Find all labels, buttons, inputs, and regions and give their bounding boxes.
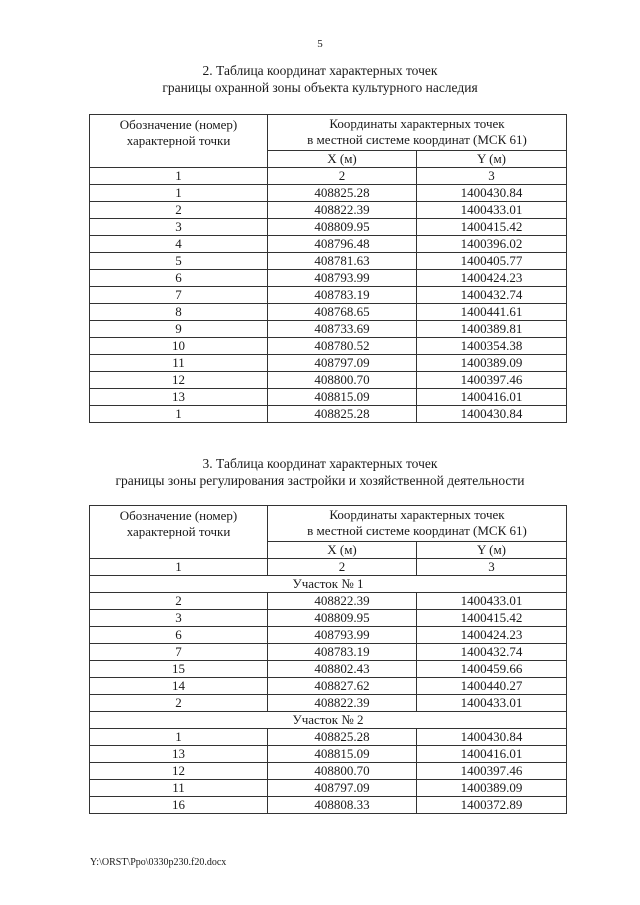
header-x: X (м) [268,151,417,168]
column-number: 3 [417,559,567,576]
y-coordinate-cell: 1400397.46 [417,372,567,389]
table-row [90,253,567,270]
table-row [90,304,567,321]
x-coordinate-cell: 408793.99 [268,270,417,287]
header-y: Y (м) [417,542,567,559]
table-row [90,661,567,678]
column-number: 2 [268,559,417,576]
point-number-cell: 1 [90,729,268,746]
point-number-cell: 13 [90,389,268,406]
point-number-cell: 1 [90,406,268,423]
y-coordinate-cell: 1400415.42 [417,610,567,627]
x-coordinate-cell: 408796.48 [268,236,417,253]
y-coordinate-cell: 1400389.81 [417,321,567,338]
column-number: 1 [90,168,268,185]
point-number-cell: 12 [90,372,268,389]
y-coordinate-cell: 1400430.84 [417,185,567,202]
point-number-cell: 2 [90,202,268,219]
section-header-row [90,712,567,729]
point-number-cell: 10 [90,338,268,355]
table-row [90,627,567,644]
table-row [90,780,567,797]
point-number-cell: 11 [90,780,268,797]
point-number-cell: 3 [90,610,268,627]
column-number-row [90,559,567,576]
table-row [90,236,567,253]
point-number-cell: 6 [90,627,268,644]
y-coordinate-cell: 1400424.23 [417,627,567,644]
y-coordinate-cell: 1400389.09 [417,780,567,797]
table2-title-line1: 3. Таблица координат характерных точек [202,456,438,471]
table-row [90,729,567,746]
table-row [90,355,567,372]
table-row [90,593,567,610]
x-coordinate-cell: 408815.09 [268,389,417,406]
y-coordinate-cell: 1400433.01 [417,202,567,219]
x-coordinate-cell: 408827.62 [268,678,417,695]
header-coordinates: Координаты характерных точек в местной системе координат (МСК 61) [268,506,567,542]
y-coordinate-cell: 1400389.09 [417,355,567,372]
x-coordinate-cell: 408783.19 [268,644,417,661]
y-coordinate-cell: 1400432.74 [417,287,567,304]
point-number-cell: 6 [90,270,268,287]
y-coordinate-cell: 1400416.01 [417,746,567,763]
table-row [90,389,567,406]
x-coordinate-cell: 408822.39 [268,202,417,219]
point-number-cell: 13 [90,746,268,763]
table-row [90,746,567,763]
column-number: 3 [417,168,567,185]
column-number: 2 [268,168,417,185]
table2-title [0,455,640,489]
x-coordinate-cell: 408825.28 [268,185,417,202]
header-y: Y (м) [417,151,567,168]
point-number-cell: 9 [90,321,268,338]
y-coordinate-cell: 1400433.01 [417,593,567,610]
x-coordinate-cell: 408733.69 [268,321,417,338]
section-label: Участок № 2 [90,712,567,729]
point-number-cell: 4 [90,236,268,253]
y-coordinate-cell: 1400440.27 [417,678,567,695]
table-row [90,270,567,287]
point-number-cell: 14 [90,678,268,695]
point-number-cell: 12 [90,763,268,780]
table-row [90,406,567,423]
x-coordinate-cell: 408781.63 [268,253,417,270]
y-coordinate-cell: 1400372.89 [417,797,567,814]
x-coordinate-cell: 408802.43 [268,661,417,678]
x-coordinate-cell: 408797.09 [268,355,417,372]
y-coordinate-cell: 1400432.74 [417,644,567,661]
point-number-cell: 15 [90,661,268,678]
point-number-cell: 5 [90,253,268,270]
y-coordinate-cell: 1400441.61 [417,304,567,321]
x-coordinate-cell: 408783.19 [268,287,417,304]
header-point-designation: Обозначение (номер) характерной точки [90,115,268,168]
x-coordinate-cell: 408825.28 [268,406,417,423]
x-coordinate-cell: 408793.99 [268,627,417,644]
section-header-row [90,576,567,593]
y-coordinate-cell: 1400416.01 [417,389,567,406]
y-coordinate-cell: 1400354.38 [417,338,567,355]
x-coordinate-cell: 408822.39 [268,695,417,712]
table-row [90,678,567,695]
x-coordinate-cell: 408815.09 [268,746,417,763]
x-coordinate-cell: 408809.95 [268,610,417,627]
y-coordinate-cell: 1400430.84 [417,406,567,423]
x-coordinate-cell: 408768.65 [268,304,417,321]
table1-title-line2: границы охранной зоны объекта культурного наследия [162,80,478,95]
x-coordinate-cell: 408797.09 [268,780,417,797]
point-number-cell: 8 [90,304,268,321]
table-row [90,202,567,219]
y-coordinate-cell: 1400433.01 [417,695,567,712]
x-coordinate-cell: 408800.70 [268,763,417,780]
point-number-cell: 2 [90,695,268,712]
header-x: X (м) [268,542,417,559]
point-number-cell: 1 [90,185,268,202]
table-row [90,185,567,202]
column-number-row [90,168,567,185]
y-coordinate-cell: 1400397.46 [417,763,567,780]
y-coordinate-cell: 1400430.84 [417,729,567,746]
table-header-row [90,115,567,151]
x-coordinate-cell: 408822.39 [268,593,417,610]
table-header-row [90,506,567,542]
point-number-cell: 7 [90,287,268,304]
y-coordinate-cell: 1400424.23 [417,270,567,287]
table-row [90,695,567,712]
table-row [90,763,567,780]
header-point-designation: Обозначение (номер) характерной точки [90,506,268,559]
table-row [90,219,567,236]
y-coordinate-cell: 1400396.02 [417,236,567,253]
table-row [90,797,567,814]
point-number-cell: 2 [90,593,268,610]
table-row [90,644,567,661]
x-coordinate-cell: 408780.52 [268,338,417,355]
column-number: 1 [90,559,268,576]
coordinates-table-2 [89,505,567,814]
point-number-cell: 11 [90,355,268,372]
x-coordinate-cell: 408800.70 [268,372,417,389]
header-coordinates: Координаты характерных точек в местной системе координат (МСК 61) [268,115,567,151]
table1-title [0,62,640,96]
x-coordinate-cell: 408825.28 [268,729,417,746]
table2-title-line2: границы зоны регулирования застройки и хозяйственной деятельности [115,473,525,488]
x-coordinate-cell: 408808.33 [268,797,417,814]
footer-file-path: Y:\ORST\Ppo\0330p230.f20.docx [90,857,227,868]
point-number-cell: 16 [90,797,268,814]
table1-title-line1: 2. Таблица координат характерных точек [202,63,438,78]
x-coordinate-cell: 408809.95 [268,219,417,236]
page-number: 5 [317,38,323,50]
table-row [90,610,567,627]
section-label: Участок № 1 [90,576,567,593]
y-coordinate-cell: 1400415.42 [417,219,567,236]
coordinates-table-1 [89,114,567,423]
table-row [90,338,567,355]
table-row [90,287,567,304]
table-row [90,321,567,338]
y-coordinate-cell: 1400459.66 [417,661,567,678]
table-row [90,372,567,389]
point-number-cell: 3 [90,219,268,236]
y-coordinate-cell: 1400405.77 [417,253,567,270]
point-number-cell: 7 [90,644,268,661]
